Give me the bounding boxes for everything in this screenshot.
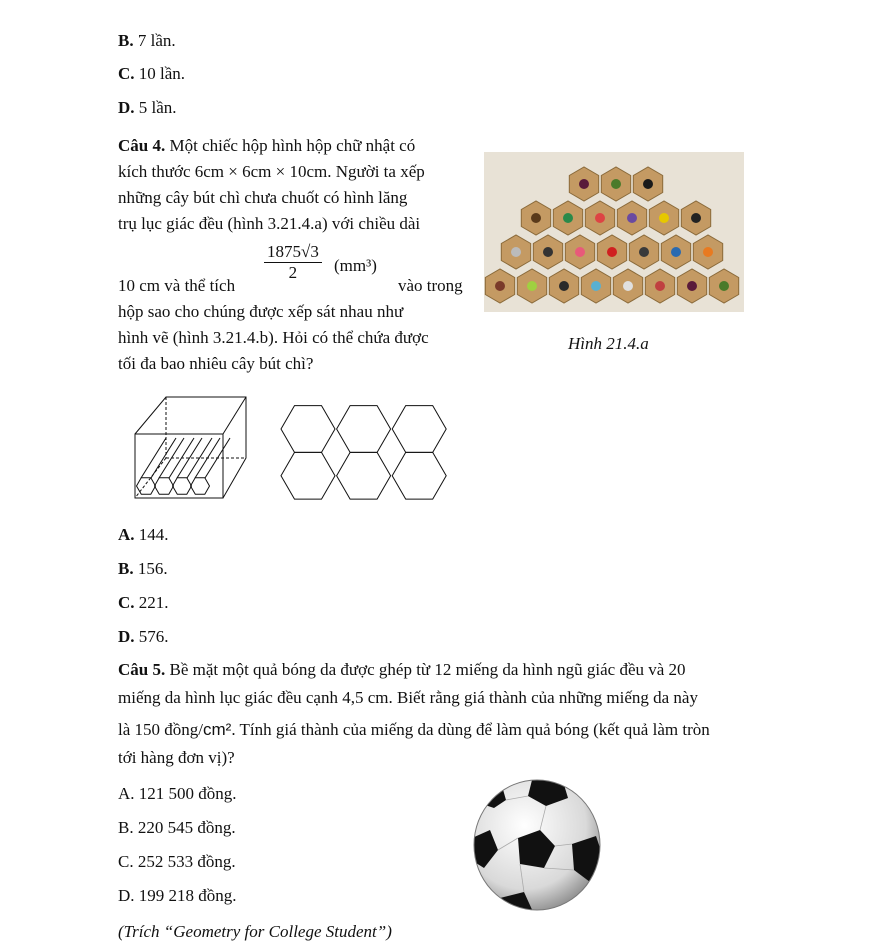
soccer-ball-image	[472, 778, 602, 912]
hexagon-cell	[281, 406, 335, 453]
pencil-lead	[563, 213, 573, 223]
pencil-lead	[575, 247, 585, 257]
q5-line1: Câu 5. Bề mặt một quả bóng da được ghép từ 12 miếng da hình ngũ giác đều và 20	[118, 660, 686, 679]
q5-option-a: A. 121 500 đồng.	[118, 784, 237, 803]
box-diagram	[132, 392, 250, 502]
pencil-lead	[623, 281, 633, 291]
q5-option-b: B. 220 545 đồng.	[118, 818, 236, 837]
q5-option-d: D. 199 218 đồng.	[118, 886, 237, 905]
box-pencil-end	[173, 478, 192, 494]
q4-line4: trụ lục giác đều (hình 3.21.4.a) với chiều dài	[118, 214, 421, 233]
q5-line3: là 150 đồng/cm². Tính giá thành của miếng da dùng để làm quả bóng (kết quả làm tròn	[118, 720, 710, 739]
hexagon-cell	[392, 452, 446, 499]
pencil-lead	[659, 213, 669, 223]
q4-line3: những cây bút chì chưa chuốt có hình lăng	[118, 188, 408, 207]
pencil-lead	[671, 247, 681, 257]
q4-option-b: B. 156.	[118, 559, 168, 578]
pencil-lead	[543, 247, 553, 257]
q4-line8: tối đa bao nhiêu cây bút chì?	[118, 354, 314, 373]
q5-line4: tới hàng đơn vị)?	[118, 748, 235, 767]
q4-line5a: 10 cm và thể tích	[118, 276, 236, 295]
pencil-lead	[591, 281, 601, 291]
q4-option-a: A. 144.	[118, 525, 169, 544]
pencils-image	[484, 152, 744, 312]
q4-line5b: vào trong	[398, 276, 463, 295]
pencil-lead	[611, 179, 621, 189]
q4-line2: kích thước 6cm × 6cm × 10cm. Người ta xếp	[118, 162, 425, 181]
q5-line2: miếng da hình lục giác đều cạnh 4,5 cm. Biết rằng giá thành của những miếng da này	[118, 688, 698, 707]
pencil-lead	[527, 281, 537, 291]
option-d-top: D. 5 lần.	[118, 98, 177, 117]
q4-line7: hình vẽ (hình 3.21.4.b). Hỏi có thể chứa được	[118, 328, 429, 347]
q4-option-d: D. 576.	[118, 627, 169, 646]
hexagon-cell	[392, 406, 446, 453]
pencil-lead	[579, 179, 589, 189]
source-citation: (Trích “Geometry for College Student”)	[118, 922, 392, 941]
pencil-lead	[511, 247, 521, 257]
pencil-lead	[643, 179, 653, 189]
pencil-lead	[607, 247, 617, 257]
pencil-lead	[595, 213, 605, 223]
pencil-lead	[687, 281, 697, 291]
q5-option-c: C. 252 533 đồng.	[118, 852, 236, 871]
volume-fraction: $\frac{1875√3}{2}$	[262, 242, 324, 283]
q4-line6: hộp sao cho chúng được xếp sát nhau như	[118, 302, 404, 321]
box-pencil-end	[191, 478, 210, 494]
q4-line1: Câu 4. Một chiếc hộp hình hộp chữ nhật có	[118, 136, 416, 155]
pencil-lead	[495, 281, 505, 291]
pencil-lead	[531, 213, 541, 223]
pencil-lead	[639, 247, 649, 257]
pencil-lead	[691, 213, 701, 223]
pencil-lead	[655, 281, 665, 291]
hexagon-cell	[337, 406, 391, 453]
pencil-lead	[719, 281, 729, 291]
option-b-top: B. 7 lần.	[118, 31, 176, 50]
volume-unit: (mm³)	[334, 256, 377, 275]
pencil-lead	[703, 247, 713, 257]
hexagon-cell	[281, 452, 335, 499]
pencil-lead	[627, 213, 637, 223]
q4-option-c: C. 221.	[118, 593, 169, 612]
option-c-top: C. 10 lần.	[118, 64, 186, 83]
hexagon-diagram	[280, 405, 448, 505]
pencil-lead	[559, 281, 569, 291]
box-pencil-end	[137, 478, 156, 494]
box-pencil-end	[155, 478, 174, 494]
hexagon-cell	[337, 452, 391, 499]
figure-caption: Hình 21.4.a	[568, 334, 649, 353]
